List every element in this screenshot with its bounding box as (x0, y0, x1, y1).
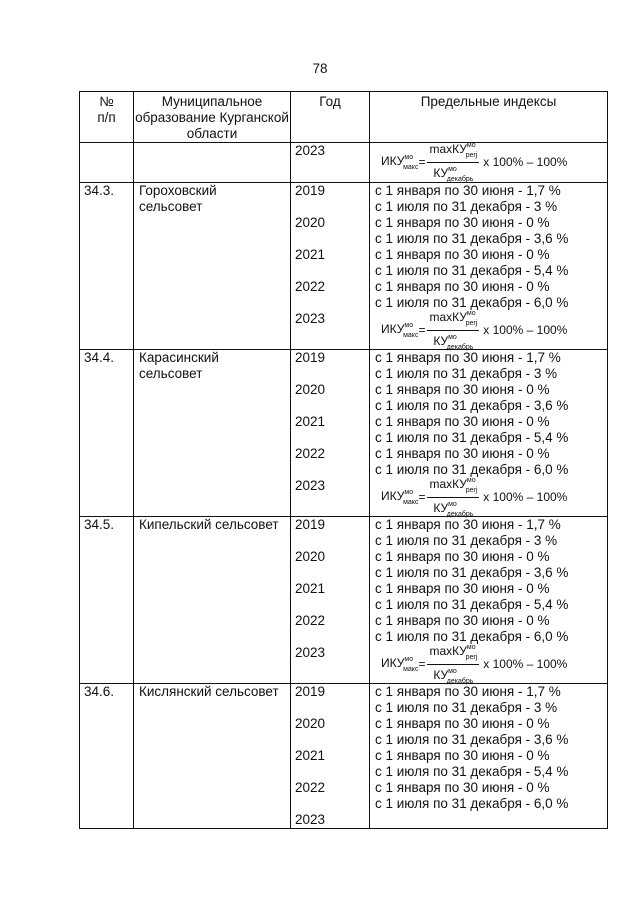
formula-numerator: maxКУ$^{мо}_{perj}$ (427, 641, 479, 665)
index-line: с 1 июля по 31 декабря - 5,4 % (375, 764, 569, 779)
index-line: с 1 июля по 31 декабря - 3,6 % (375, 398, 569, 413)
header-number (80, 92, 134, 143)
index-line: с 1 января по 30 июня - 1,7 % (375, 350, 561, 365)
cell-number (80, 684, 134, 829)
cell-years (291, 684, 370, 829)
header-index-label: Предельные индексы (420, 94, 557, 109)
formula-numerator: maxКУ$^{мо}_{perj}$ (427, 474, 479, 498)
table-row-continuation (80, 143, 608, 183)
table-header-row (80, 92, 608, 143)
cell-index (370, 183, 608, 350)
cell-municipality (134, 684, 291, 829)
year-label: 2020 (295, 215, 326, 230)
formula-fraction (427, 474, 479, 521)
index-line: с 1 января по 30 июня - 0 % (375, 446, 550, 461)
formula-lhs: $ИКУ^{мо}_{макс}$ (381, 488, 419, 506)
formula-equals: = (418, 323, 426, 337)
year-label: 2020 (295, 382, 326, 397)
row-number: 34.5. (84, 517, 115, 532)
formula-fraction (427, 307, 479, 354)
formula-tail: x 100% – 100% (483, 155, 568, 169)
header-municipality (134, 92, 291, 143)
page-number: 78 (312, 61, 328, 76)
year-label: 2023 (295, 143, 326, 158)
municipality-name: Кипельский сельсовет (139, 517, 279, 532)
formula-denominator: $КУ^{мо}_{декабрь}$ (433, 500, 474, 518)
year-label: 2021 (295, 748, 326, 763)
cell-municipality (134, 183, 291, 350)
formula-lhs: $ИКУ^{мо}_{макс}$ (381, 655, 419, 673)
year-label: 2021 (295, 581, 326, 596)
formula-numerator: maxКУ$^{мо}_{perj}$ (427, 307, 479, 331)
row-number: 34.3. (84, 183, 115, 198)
year-label: 2022 (295, 780, 326, 795)
cell-municipality (134, 517, 291, 684)
index-line: с 1 июля по 31 декабря - 3 % (375, 366, 558, 381)
year-label: 2020 (295, 549, 326, 564)
cell-index (370, 350, 608, 517)
index-line: с 1 января по 30 июня - 0 % (375, 780, 550, 795)
table-row (80, 517, 608, 684)
formula-equals: = (418, 657, 426, 671)
cell-years (291, 183, 370, 350)
year-label: 2019 (295, 517, 326, 532)
index-line: с 1 июля по 31 декабря - 3 % (375, 700, 558, 715)
index-line: с 1 января по 30 июня - 0 % (375, 382, 550, 397)
table-row (80, 350, 608, 517)
index-line: с 1 июля по 31 декабря - 5,4 % (375, 263, 569, 278)
formula-lhs: $ИКУ^{мо}_{макс}$ (381, 321, 419, 339)
cell-number (80, 350, 134, 517)
municipality-name: Карасинский (139, 350, 219, 365)
index-line: с 1 января по 30 июня - 0 % (375, 581, 550, 596)
year-label: 2019 (295, 350, 326, 365)
header-year-label: Год (319, 94, 341, 109)
index-line: с 1 января по 30 июня - 0 % (375, 549, 550, 564)
cell-number (80, 517, 134, 684)
formula-denominator: $КУ^{мо}_{декабрь}$ (433, 333, 474, 351)
index-line: с 1 июля по 31 декабря - 3 % (375, 533, 558, 548)
year-label: 2019 (295, 183, 326, 198)
formula-equals: = (418, 490, 426, 504)
formula-tail: x 100% – 100% (483, 657, 568, 671)
year-label: 2021 (295, 414, 326, 429)
year-label: 2023 (295, 645, 326, 660)
cell-index (370, 684, 608, 829)
formula-tail: x 100% – 100% (483, 490, 568, 504)
table-row (80, 183, 608, 350)
limit-indices-table (79, 91, 608, 829)
index-line: с 1 января по 30 июня - 1,7 % (375, 684, 561, 699)
index-line: с 1 января по 30 июня - 0 % (375, 613, 550, 628)
year-label: 2022 (295, 613, 326, 628)
municipality-name-cont: сельсовет (139, 199, 203, 214)
formula-fraction (427, 641, 479, 688)
empty-line (375, 812, 607, 828)
index-line: с 1 января по 30 июня - 0 % (375, 414, 550, 429)
formula (375, 143, 607, 181)
header-year (291, 92, 370, 143)
header-municipality-label: Муниципальное образование Курганской области (135, 94, 289, 141)
index-line: с 1 июля по 31 декабря - 3,6 % (375, 732, 569, 747)
index-line: с 1 января по 30 июня - 0 % (375, 279, 550, 294)
index-line: с 1 января по 30 июня - 0 % (375, 748, 550, 763)
formula (375, 645, 607, 683)
formula (375, 311, 607, 349)
cell-index (370, 517, 608, 684)
table-row (80, 684, 608, 829)
year-label: 2023 (295, 812, 326, 827)
formula (375, 478, 607, 516)
formula-numerator: maxКУ$^{мо}_{perj}$ (427, 139, 479, 163)
index-line: с 1 января по 30 июня - 1,7 % (375, 517, 561, 532)
formula-tail: x 100% – 100% (483, 323, 568, 337)
index-line: с 1 января по 30 июня - 0 % (375, 215, 550, 230)
formula-denominator: $КУ^{мо}_{декабрь}$ (433, 667, 474, 685)
municipality-name-cont: сельсовет (139, 366, 203, 381)
index-line: с 1 июля по 31 декабря - 6,0 % (375, 462, 569, 477)
row-number: 34.4. (84, 350, 115, 365)
index-line: с 1 июля по 31 декабря - 6,0 % (375, 796, 569, 811)
year-label: 2019 (295, 684, 326, 699)
cell-municipality (134, 350, 291, 517)
year-label: 2020 (295, 716, 326, 731)
header-index (370, 92, 608, 143)
index-line: с 1 июля по 31 декабря - 3,6 % (375, 231, 569, 246)
cell-index (370, 143, 608, 183)
cell-years (291, 350, 370, 517)
year-label: 2023 (295, 478, 326, 493)
formula-denominator: $КУ^{мо}_{декабрь}$ (433, 165, 474, 183)
index-line: с 1 июля по 31 декабря - 5,4 % (375, 597, 569, 612)
index-line: с 1 июля по 31 декабря - 3,6 % (375, 565, 569, 580)
index-line: с 1 июля по 31 декабря - 6,0 % (375, 295, 569, 310)
municipality-name: Кислянский сельсовет (139, 684, 279, 699)
year-label: 2022 (295, 446, 326, 461)
index-line: с 1 января по 30 июня - 0 % (375, 247, 550, 262)
municipality-name: Гороховский (139, 183, 217, 198)
formula-lhs: $ИКУ^{мо}_{макс}$ (381, 153, 419, 171)
index-line: с 1 июля по 31 декабря - 5,4 % (375, 430, 569, 445)
index-line: с 1 января по 30 июня - 1,7 % (375, 183, 561, 198)
cell-years (291, 517, 370, 684)
index-line: с 1 июля по 31 декабря - 3 % (375, 199, 558, 214)
year-label: 2021 (295, 247, 326, 262)
formula-equals: = (418, 155, 426, 169)
cell-number (80, 183, 134, 350)
header-number-label: № п/п (97, 94, 116, 125)
index-line: с 1 января по 30 июня - 0 % (375, 716, 550, 731)
year-label: 2022 (295, 279, 326, 294)
row-number: 34.6. (84, 684, 115, 699)
cell-municipality (134, 143, 291, 183)
cell-number (80, 143, 134, 183)
year-label: 2023 (295, 311, 326, 326)
formula-fraction (427, 139, 479, 186)
cell-years (291, 143, 370, 183)
index-line: с 1 июля по 31 декабря - 6,0 % (375, 629, 569, 644)
